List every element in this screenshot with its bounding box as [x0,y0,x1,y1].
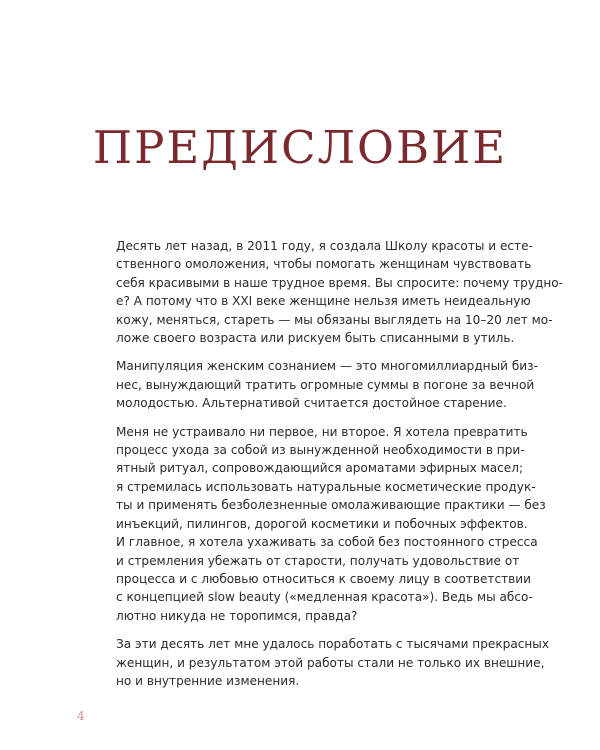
text-line: молодостью. Альтернативой считается достойное старение. [116,396,507,411]
text-line: процесс ухода за собой из вынужденной необходимости в при- [116,443,525,458]
text-line: я стремилась использовать натуральные косметические продук- [116,479,536,494]
text-line: ятный ритуал, сопровождающийся ароматами эфирных масел; [116,461,524,476]
text-line: женщин, и результатом этой работы стали не только их внешние, [116,655,545,670]
text-line: е? А потому что в XXI веке женщине нельзя иметь неидеальную [116,294,531,309]
paragraph [116,357,538,412]
text-line: ственного омоложения, чтобы помогать женщинам чувствовать [116,257,532,272]
page-number: 4 [77,709,85,723]
text-line: кожу, меняться, стареть — мы обязаны выглядеть на 10–20 лет мо- [116,312,553,327]
text-line: процесса и с любовью относиться к своему лицу в соответствии [116,571,531,586]
text-line: Меня не устраивало ни первое, ни второе. Я хотела превратить [116,424,528,439]
text-line: Десять лет назад, в 2011 году, я создала Школу красоты и есте- [116,239,533,253]
paragraph [116,237,564,347]
text-line: И главное, я хотела ухаживать за собой без постоянного стресса [116,535,538,550]
paragraph [116,423,546,625]
chapter-title: ПРЕДИСЛОВИЕ [92,121,508,174]
text-line: ты и применять безболезненные омолаживающие практики — без [116,498,546,513]
text-line: нес, вынуждающий тратить огромные суммы в погоне за вечной [116,377,535,392]
text-line: лютно никуда не торопимся, правда? [116,608,358,623]
text-line: себя красивыми в наше трудное время. Вы спросите: почему трудно- [116,275,564,290]
text-line: с концепцией slow beauty («медленная красота»). Ведь мы абсо- [116,590,533,605]
text-line: За эти десять лет мне удалось поработать с тысячами прекрасных [116,637,549,652]
text-line: ложе своего возраста или рискуем быть списанными в утиль. [116,331,515,346]
text-line: инъекций, пилингов, дорогой косметики и побочных эффектов. [116,516,528,531]
text-line: и стремления убежать от старости, получать удовольствие от [116,553,520,568]
paragraph [116,635,549,690]
text-line: Манипуляция женским сознанием — это многомиллиардный биз- [116,359,538,374]
body-text [116,237,564,700]
text-line: но и внутренние изменения. [116,673,300,688]
